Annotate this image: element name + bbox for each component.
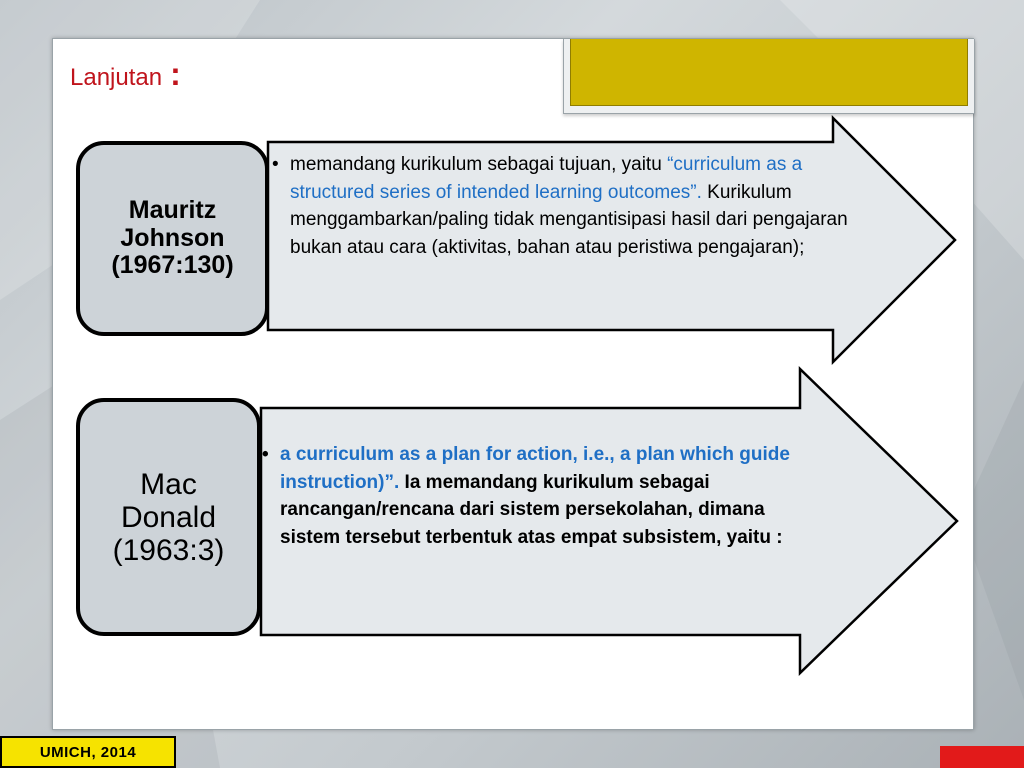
text-rest: Ia memandang kurikulum sebagai rancangan/rencana dari sistem persekolahan, dimana sistem tersebut terbentuk atas empat subsistem, yaitu : bbox=[280, 471, 783, 548]
bullet-dot-icon: • bbox=[272, 154, 279, 175]
label-mauritz-johnson bbox=[76, 141, 269, 336]
text-rest: Kurikulum menggambarkan/paling tidak mengantisipasi hasil dari pengajaran bukan atau cara (aktivitas, bahan atau peristiwa pengajaran); bbox=[290, 181, 848, 258]
definition-item-1 bbox=[272, 151, 860, 261]
label-text-2: Mac Donald (1963:3) bbox=[112, 467, 225, 567]
definition-item-2 bbox=[262, 441, 830, 551]
title-colon: : bbox=[170, 56, 181, 92]
text-quote: a curriculum as a plan for action, i.e., a plan which guide instruction)”. bbox=[280, 444, 790, 493]
text-quote: “curriculum as a structured series of intended learning outcomes”. bbox=[290, 154, 803, 203]
label-mac-donald bbox=[76, 398, 261, 636]
definition-text-1 bbox=[290, 151, 860, 261]
title-text: Lanjutan bbox=[70, 64, 163, 91]
label-text-1: Mauritz Johnson (1967:130) bbox=[111, 196, 234, 280]
text-intro: memandang kurikulum sebagai tujuan, yaitu bbox=[290, 154, 668, 175]
bullet-dot-icon: • bbox=[262, 444, 269, 465]
footer-label: UMICH, 2014 bbox=[0, 736, 176, 768]
definition-text-2 bbox=[280, 441, 830, 551]
red-accent-block bbox=[940, 746, 1024, 768]
